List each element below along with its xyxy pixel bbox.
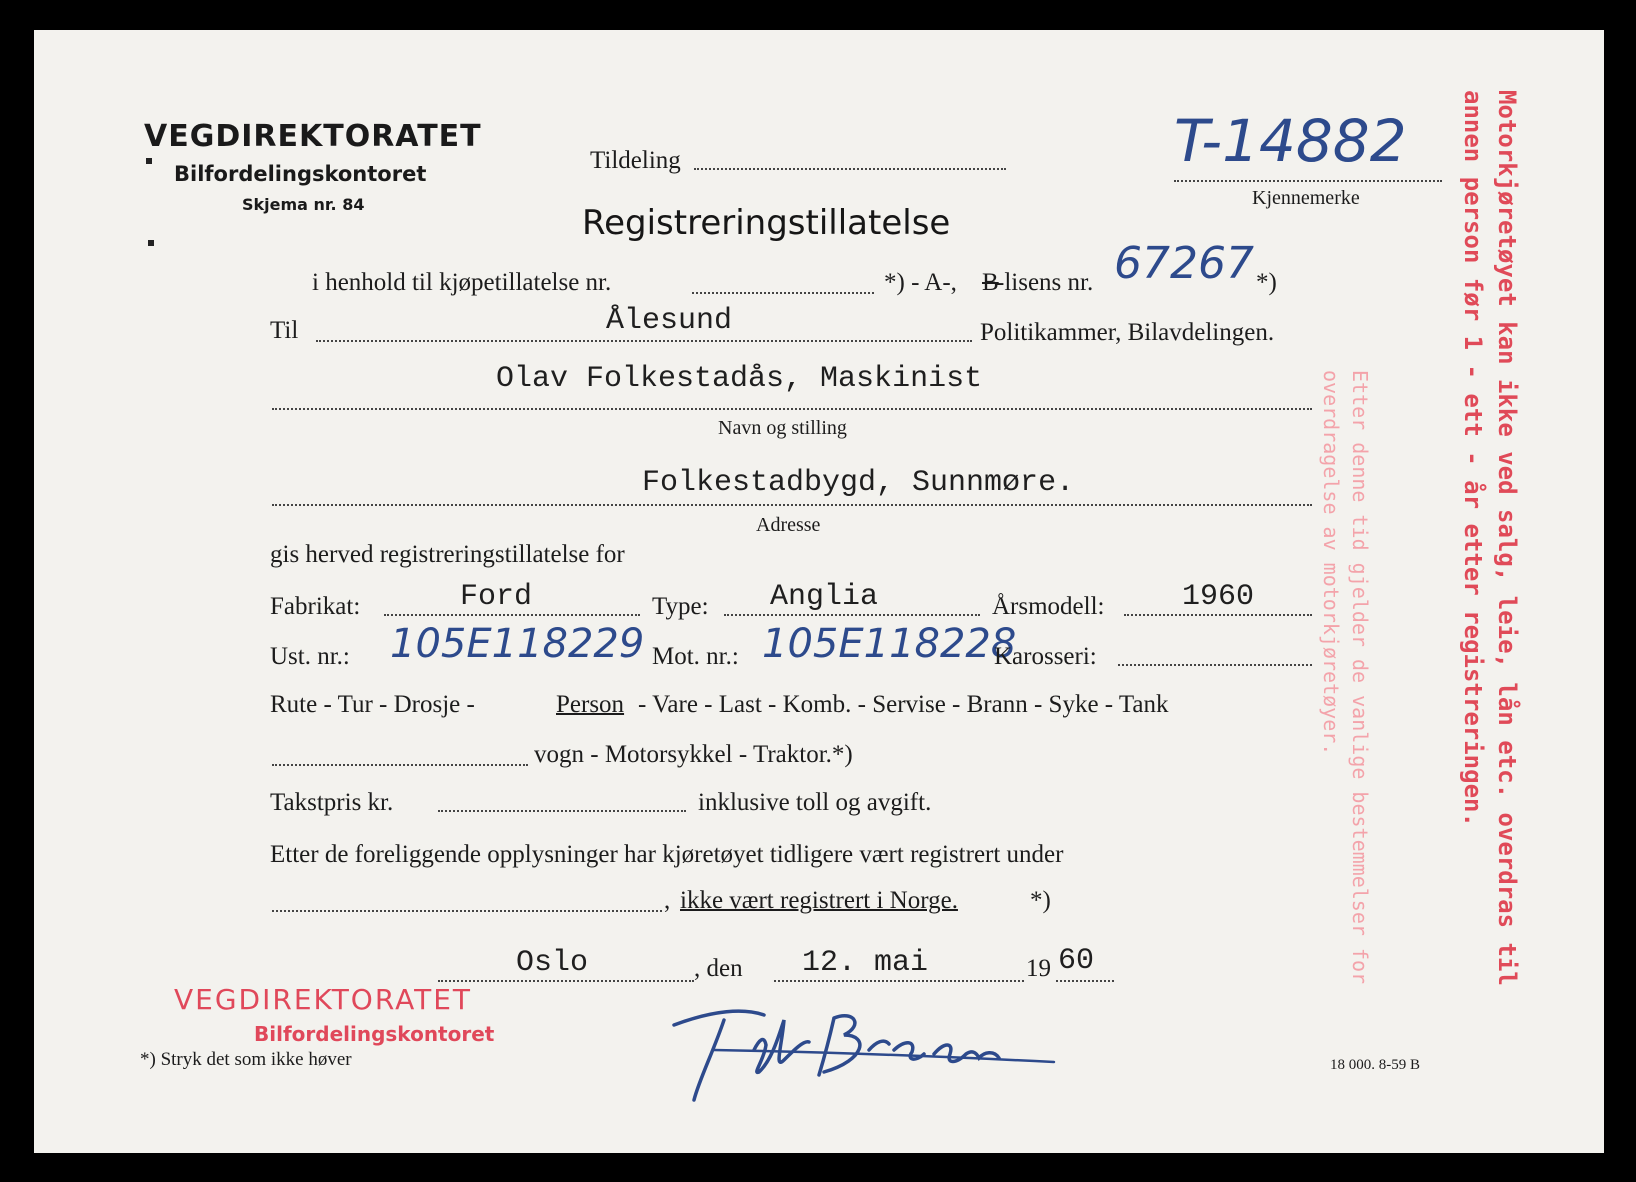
- not-registered-text: ikke vært registrert i Norge.: [680, 887, 958, 914]
- mot-value: 105E118228: [762, 621, 1017, 667]
- history-comma: ,: [664, 887, 671, 914]
- owner-name-label: Navn og stilling: [718, 417, 847, 439]
- side-notice: Motorkjøretøyet kan ikke ved salg, leie, lån etc. overdras til annen person før 1 - ett - år etter registreringen.: [1459, 90, 1521, 986]
- century-label: 19: [1026, 955, 1051, 982]
- date-place: Oslo: [516, 946, 589, 980]
- type-value: Anglia: [770, 580, 879, 614]
- owner-address: Folkestadbygd, Sunnmøre.: [642, 466, 1075, 500]
- price-dotted-line: [438, 810, 686, 812]
- tildeling-dotted-line: [694, 168, 1006, 170]
- address-dotted-line: [272, 504, 1312, 506]
- owner-dotted-line: [272, 408, 1312, 410]
- lisens-footnote: *): [1256, 269, 1277, 296]
- fabrikat-value: Ford: [460, 580, 533, 614]
- history-footnote: *): [1030, 887, 1051, 914]
- org-heading: VEGDIREKTORATET: [144, 119, 482, 154]
- categories-line2: vogn - Motorsykkel - Traktor.*): [534, 741, 853, 768]
- document-sheet: [34, 30, 1604, 1153]
- lisens-label: -lisens nr.: [996, 269, 1094, 296]
- categories-end: - Vare - Last - Komb. - Servise - Brann - Syke - Tank: [638, 691, 1169, 718]
- office-heading: Bilfordelingskontoret: [174, 162, 427, 186]
- plate-dotted-line: [1174, 180, 1442, 182]
- date-year: 60: [1058, 944, 1095, 978]
- a-lisens-label: *) - A-,: [884, 269, 957, 296]
- punch-mark: [146, 158, 152, 164]
- ust-label: Ust. nr.:: [270, 643, 350, 670]
- aarsmodell-dotted-line: [1124, 614, 1312, 616]
- karosseri-dotted-line: [1118, 664, 1312, 666]
- history-dotted-line: [272, 910, 662, 912]
- price-suffix: inklusive toll og avgift.: [698, 789, 932, 816]
- ust-value: 105E118229: [390, 621, 645, 667]
- plate-label: Kjennemerke: [1252, 187, 1360, 209]
- date-day: 12. mai: [802, 946, 929, 980]
- aarsmodell-value: 1960: [1182, 580, 1255, 614]
- den-label: , den: [694, 955, 743, 982]
- b-letter-struck: B: [982, 269, 999, 296]
- type-dotted-line: [724, 614, 980, 616]
- footnote: *) Stryk det som ikke høver: [140, 1049, 352, 1070]
- kjopetillatelse-dotted-line: [692, 292, 874, 294]
- stamp-office: Bilfordelingskontoret: [254, 1022, 495, 1046]
- grant-text: gis herved registreringstillatelse for: [270, 541, 625, 568]
- type-label: Type:: [652, 593, 709, 620]
- police-label: Politikammer, Bilavdelingen.: [980, 319, 1275, 346]
- history-text: Etter de foreliggende opplysninger har kjøretøyet tidligere vært registrert under: [270, 841, 1064, 868]
- categories-start: Rute - Tur - Drosje -: [270, 691, 475, 718]
- til-label: Til: [270, 317, 299, 344]
- stamp-org: VEGDIREKTORATET: [174, 983, 473, 1016]
- aarsmodell-label: Årsmodell:: [992, 593, 1105, 620]
- mot-label: Mot. nr.:: [652, 643, 739, 670]
- price-label: Takstpris kr.: [270, 789, 394, 816]
- kjopetillatelse-label: i henhold til kjøpetillatelse nr.: [312, 269, 612, 296]
- karosseri-label: Karosseri:: [994, 643, 1097, 670]
- form-number: Skjema nr. 84: [242, 195, 365, 214]
- til-dotted-line: [316, 340, 972, 342]
- side-notice-faint: Etter denne tid gjelder de vanlige bestemmelser for overdragelse av motorkjøretøyer.: [1319, 370, 1372, 985]
- punch-mark: [148, 240, 154, 246]
- fabrikat-label: Fabrikat:: [270, 593, 361, 620]
- tildeling-label: Tildeling: [590, 147, 681, 174]
- category-person-selected: Person: [556, 691, 625, 718]
- page-title: Registreringstillatelse: [582, 203, 951, 243]
- address-label: Adresse: [756, 514, 821, 536]
- vogn-dotted-line: [272, 764, 528, 766]
- police-district: Ålesund: [606, 304, 733, 338]
- plate-number: T-14882: [1174, 107, 1407, 175]
- fabrikat-dotted-line: [384, 614, 640, 616]
- print-code: 18 000. 8-59 B: [1330, 1057, 1420, 1073]
- owner-name: Olav Folkestadås, Maskinist: [496, 362, 983, 396]
- lisens-number: 67267: [1114, 238, 1254, 289]
- signature: [654, 980, 1074, 1110]
